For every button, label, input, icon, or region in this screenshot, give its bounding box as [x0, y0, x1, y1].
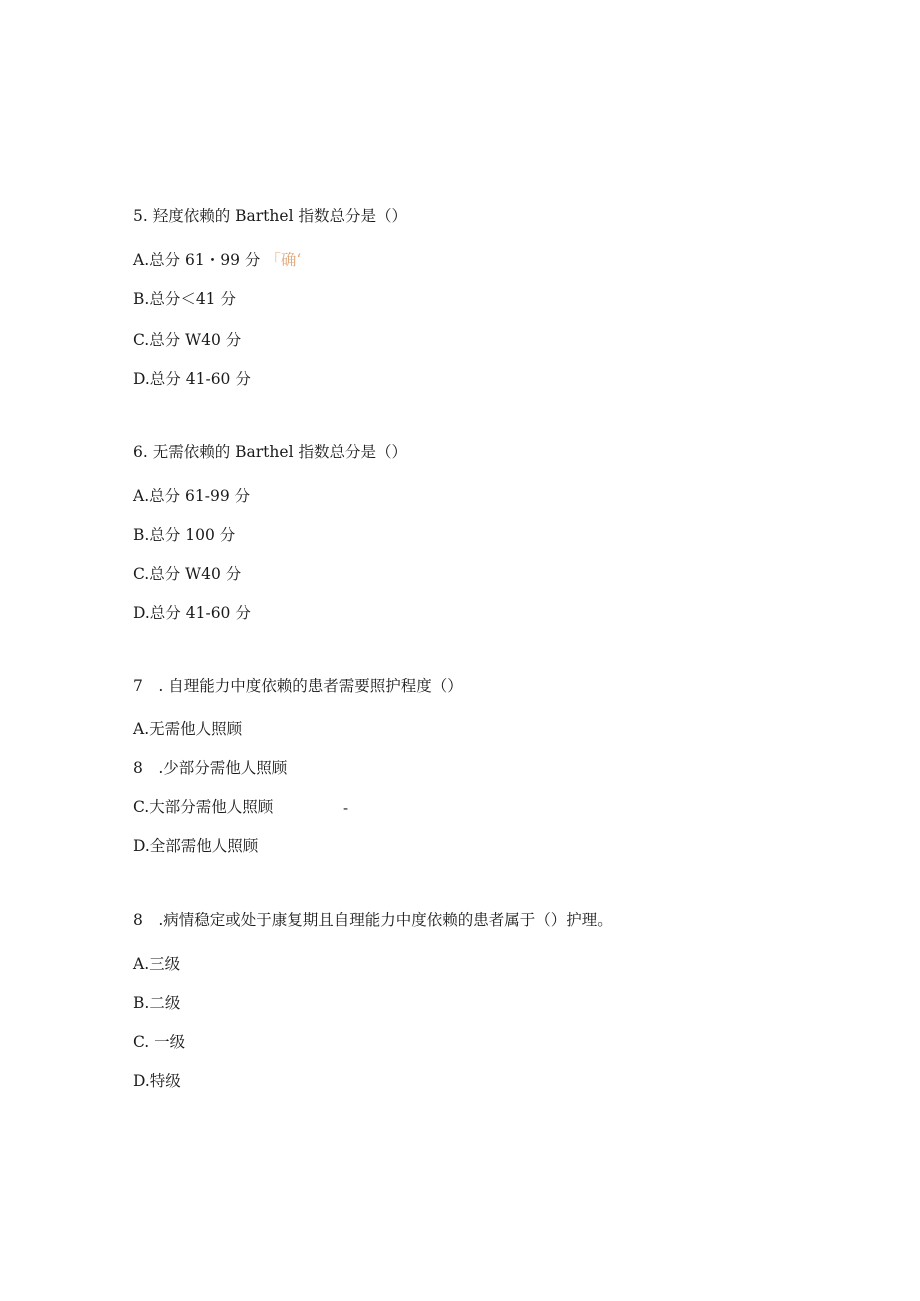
question-8-option-c: C. 一级 — [133, 1033, 186, 1051]
question-8-option-b: B.二级 — [133, 994, 181, 1012]
stray-mark: 「确‘ — [265, 251, 302, 269]
question-6-stem: 6. 无需依赖的 Barthel 指数总分是（） — [133, 443, 407, 461]
question-8-option-a: A.三级 — [133, 955, 181, 973]
question-8-option-d: D.特级 — [133, 1072, 181, 1090]
question-7-option-a: A.无需他人照顾 — [133, 720, 243, 738]
question-7-option-b: 8 .少部分需他人照顾 — [133, 759, 288, 777]
option-text: A.总分 61・99 分 — [133, 251, 261, 269]
question-5-stem: 5. 羟度依赖的 Barthel 指数总分是（） — [133, 207, 407, 225]
question-7-option-d: D.全部需他人照顾 — [133, 837, 259, 855]
question-7-option-c: C.大部分需他人照顾 — [133, 798, 274, 816]
question-6-option-d: D.总分 41-60 分 — [133, 604, 251, 622]
question-6-option-a: A.总分 61-99 分 — [133, 487, 251, 505]
stray-dash: - — [343, 799, 349, 817]
question-5-option-d: D.总分 41-60 分 — [133, 370, 251, 388]
question-5-option-c: C.总分 W40 分 — [133, 331, 242, 349]
question-7-stem: 7 . 自理能力中度依赖的患者需要照护程度（） — [133, 677, 463, 695]
question-5-option-a — [133, 250, 301, 270]
question-6-option-c: C.总分 W40 分 — [133, 565, 242, 583]
question-5-option-b: B.总分＜41 分 — [133, 290, 236, 308]
question-8-stem: 8 .病情稳定或处于康复期且自理能力中度依赖的患者属于（）护理。 — [133, 911, 613, 929]
question-6-option-b: B.总分 100 分 — [133, 526, 236, 544]
